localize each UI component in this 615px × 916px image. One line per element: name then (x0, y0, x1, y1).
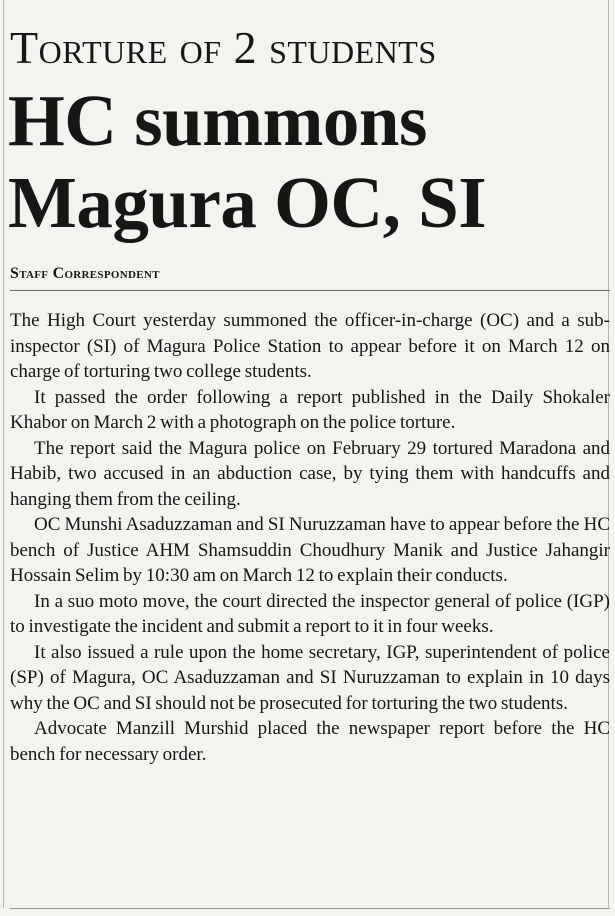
article-paragraph-7: Advocate Manzill Murshid placed the newspaper report before the HC bench for necessary order. (10, 718, 610, 765)
article-paragraph-1: The High Court yesterday summoned the officer-in-charge (OC) and a sub-inspector (SI) of Magura Police Station to appear before it on March 12 on charge of torturing two college students. (10, 310, 610, 382)
article-paragraph-2: It passed the order following a report published in the Daily Shokaler Khabor on March 2 with a photograph on the police torture. (10, 386, 610, 433)
article-headline (8, 80, 608, 244)
headline-line-2: Magura OC, SI (8, 162, 487, 243)
byline-rule (10, 290, 610, 291)
article-body (10, 308, 610, 767)
article-paragraph-6: It also issued a rule upon the home secretary, IGP, superintendent of police (SP) of Magura, OC Asaduzzaman and SI Nuruzzaman to explain in 10 days why the OC and SI should not be prosecuted for torturing the two students. (10, 641, 610, 714)
article-kicker: Torture of 2 students (10, 22, 437, 73)
article-paragraph-4: OC Munshi Asaduzzaman and SI Nuruzzaman have to appear before the HC bench of Justice AHM Shamsuddin Choudhury Manik and Justice Jahangir Hossain Selim by 10:30 am on March 12 to explain their conducts. (10, 514, 610, 586)
article-byline: Staff Correspondent (10, 265, 160, 282)
article-paragraph-3: The report said the Magura police on February 29 tortured Maradona and Habib, two accused in an abduction case, by tying them with handcuffs and hanging them from the ceiling. (10, 437, 610, 510)
headline-line-1: HC summons (8, 80, 427, 161)
column-edge-left (3, 0, 4, 908)
article-paragraph-5: In a suo moto move, the court directed the inspector general of police (IGP) to investigate the incident and submit a report to it in four weeks. (10, 590, 610, 637)
bottom-rule (10, 908, 610, 909)
